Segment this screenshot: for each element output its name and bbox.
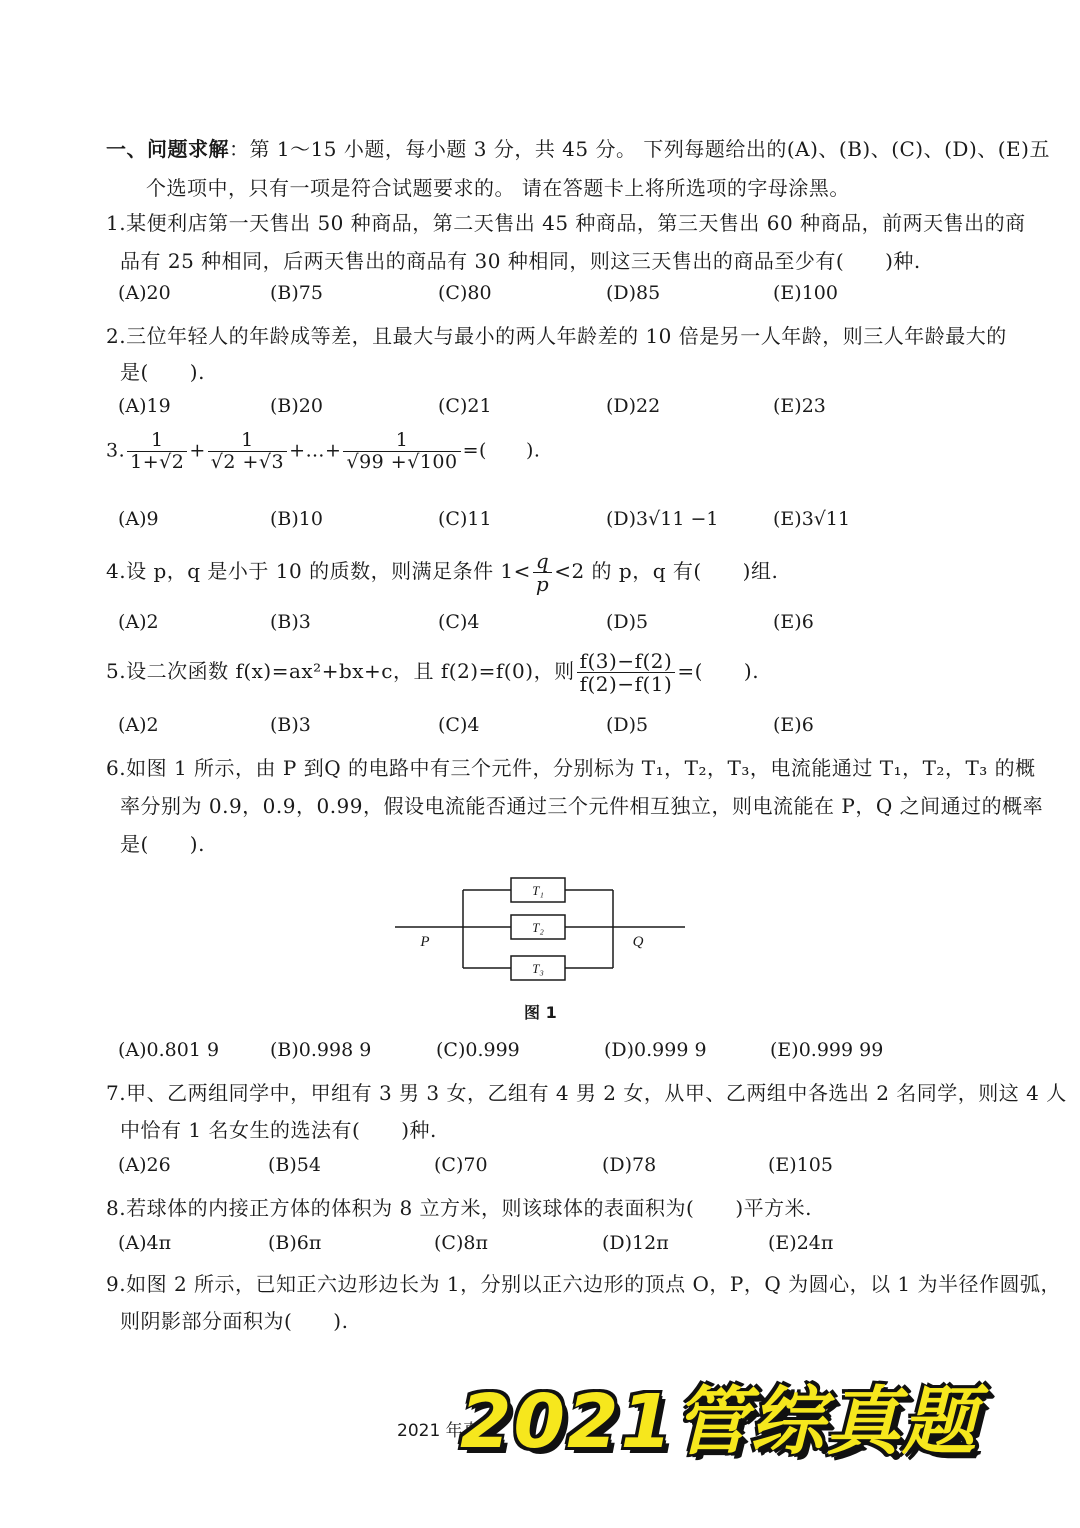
q4-line xyxy=(106,550,778,595)
q3-tail: =( ). xyxy=(462,439,541,462)
q3-f3-denominator: √99 +√100 xyxy=(346,450,458,473)
option-a: (A)2 xyxy=(118,714,159,736)
q3-f3-numerator: 1 xyxy=(343,430,460,452)
option-c: (C)4 xyxy=(438,611,480,633)
option-b: (B)54 xyxy=(268,1154,321,1176)
option-c: (C)21 xyxy=(438,395,492,417)
q2-options xyxy=(118,395,1018,425)
q3-expression xyxy=(106,430,540,473)
option-d: (D)85 xyxy=(606,282,661,304)
option-b: (B)6π xyxy=(268,1232,322,1254)
option-a: (A)0.801 9 xyxy=(118,1039,220,1061)
q3-ellipsis: +…+ xyxy=(289,439,342,462)
q1-line2: 品有 25 种相同，后两天售出的商品有 30 种相同，则这三天售出的商品至少有( )种. xyxy=(120,249,921,273)
q7-options xyxy=(118,1154,1018,1184)
q6-line3: 是( ). xyxy=(120,832,205,856)
option-b: (B)75 xyxy=(270,282,323,304)
option-b: (B)0.998 9 xyxy=(270,1039,372,1061)
figure-1-caption: 图 1 xyxy=(524,1003,557,1022)
option-b: (B)3 xyxy=(270,714,311,736)
option-b: (B)3 xyxy=(270,611,311,633)
label-t1: T₁ xyxy=(532,883,544,898)
q5-line xyxy=(106,650,759,695)
q4-options xyxy=(118,611,1018,641)
circuit-diagram xyxy=(395,870,695,985)
q5-fraction xyxy=(577,650,676,695)
option-b: (B)20 xyxy=(270,395,323,417)
title-banner: 2021管综真题 xyxy=(460,1379,978,1465)
q9-line2: 则阴影部分面积为( ). xyxy=(120,1309,349,1333)
option-e: (E)23 xyxy=(773,395,826,417)
q3-f2-numerator: 1 xyxy=(208,430,287,452)
option-e: (E)100 xyxy=(773,282,838,304)
option-d: (D)5 xyxy=(606,714,649,736)
option-d: (D)3√11 −1 xyxy=(606,508,719,530)
q1-line1: 1.某便利店第一天售出 50 种商品，第二天售出 45 种商品，第三天售出 60 种商品，前两天售出的商 xyxy=(106,211,1026,235)
option-d: (D)0.999 9 xyxy=(604,1039,707,1061)
q4-numerator: q xyxy=(533,550,552,573)
q3-fraction-3 xyxy=(343,430,460,473)
q5-numerator: f(3)−f(2) xyxy=(577,650,676,673)
option-d: (D)5 xyxy=(606,611,649,633)
q4-text-after: <2 的 p，q 有( )组. xyxy=(554,559,779,583)
q4-denominator: p xyxy=(535,572,550,596)
q5-options xyxy=(118,714,1018,744)
q6-line1: 6.如图 1 所示，由 P 到Q 的电路中有三个元件，分别标为 T₁，T₂，T₃，电流能通过 T₁，T₂，T₃ 的概 xyxy=(106,756,1036,780)
section-intro-line1 xyxy=(106,133,1050,162)
q8-line1: 8.若球体的内接正方体的体积为 8 立方米，则该球体的表面积为( )平方米. xyxy=(106,1196,812,1220)
option-a: (A)2 xyxy=(118,611,159,633)
option-b: (B)10 xyxy=(270,508,323,530)
q7-line2: 中恰有 1 名女生的选法有( )种. xyxy=(120,1118,437,1142)
option-e: (E)6 xyxy=(773,611,814,633)
q4-text-before: 4.设 p，q 是小于 10 的质数，则满足条件 1< xyxy=(106,559,531,583)
q3-number: 3. xyxy=(106,439,126,462)
q3-options xyxy=(118,508,1018,538)
label-p: P xyxy=(420,934,430,950)
q3-fraction-2 xyxy=(208,430,287,473)
q5-text-before: 5.设二次函数 f(x)=ax²+bx+c，且 f(2)=f(0)，则 xyxy=(106,659,575,683)
option-d: (D)12π xyxy=(602,1232,669,1254)
q9-line1: 9.如图 2 所示，已知正六边形边长为 1，分别以正六边形的顶点 O，P，Q 为圆心，以 1 为半径作圆弧， xyxy=(106,1272,1062,1296)
option-e: (E)105 xyxy=(768,1154,833,1176)
q3-f1-numerator: 1 xyxy=(127,430,187,452)
option-c: (C)0.999 xyxy=(436,1039,520,1061)
option-e: (E)6 xyxy=(773,714,814,736)
option-c: (C)4 xyxy=(438,714,480,736)
q3-f1-denominator: 1+√2 xyxy=(130,450,185,473)
q2-line2: 是( ). xyxy=(120,360,205,384)
q3-plus: + xyxy=(189,439,206,462)
page-footer: 2021 年真 xyxy=(397,1421,480,1441)
option-d: (D)22 xyxy=(606,395,661,417)
section-intro-text: ：第 1～15 小题，每小题 3 分，共 45 分。 下列每题给出的(A)、(B)、(C)、(D)、(E)五 xyxy=(229,137,1050,161)
label-q: Q xyxy=(632,934,644,950)
q3-f2-denominator: √2 +√3 xyxy=(210,450,285,473)
option-c: (C)8π xyxy=(434,1232,488,1254)
option-a: (A)19 xyxy=(118,395,171,417)
option-d: (D)78 xyxy=(602,1154,657,1176)
q6-line2: 率分别为 0.9，0.9，0.99，假设电流能否通过三个元件相互独立，则电流能在 P，Q 之间通过的概率 xyxy=(120,794,1044,818)
section-intro-line2: 个选项中，只有一项是符合试题要求的。 请在答题卡上将所选项的字母涂黑。 xyxy=(146,176,850,200)
option-e: (E)0.999 99 xyxy=(770,1039,884,1061)
option-c: (C)80 xyxy=(438,282,492,304)
label-t2: T₂ xyxy=(532,920,544,935)
q8-options xyxy=(118,1232,1018,1262)
q7-line1: 7.甲、乙两组同学中，甲组有 3 男 3 女，乙组有 4 男 2 女，从甲、乙两组中各选出 2 名同学，则这 4 人 xyxy=(106,1081,1067,1105)
option-e: (E)24π xyxy=(768,1232,834,1254)
q6-options xyxy=(118,1039,1018,1069)
q3-fraction-1 xyxy=(127,430,187,473)
q5-denominator: f(2)−f(1) xyxy=(579,672,673,696)
option-c: (C)70 xyxy=(434,1154,488,1176)
q1-options xyxy=(118,282,1018,312)
q5-text-after: =( ). xyxy=(677,659,760,683)
q4-fraction xyxy=(533,550,552,595)
q2-line1: 2.三位年轻人的年龄成等差，且最大与最小的两人年龄差的 10 倍是另一人年龄，则三人年龄最大的 xyxy=(106,324,1007,348)
option-a: (A)9 xyxy=(118,508,159,530)
label-t3: T₃ xyxy=(532,961,544,976)
section-title: 一、问题求解 xyxy=(106,137,229,161)
option-a: (A)4π xyxy=(118,1232,172,1254)
option-e: (E)3√11 xyxy=(773,508,851,530)
option-a: (A)20 xyxy=(118,282,171,304)
option-c: (C)11 xyxy=(438,508,492,530)
option-a: (A)26 xyxy=(118,1154,171,1176)
